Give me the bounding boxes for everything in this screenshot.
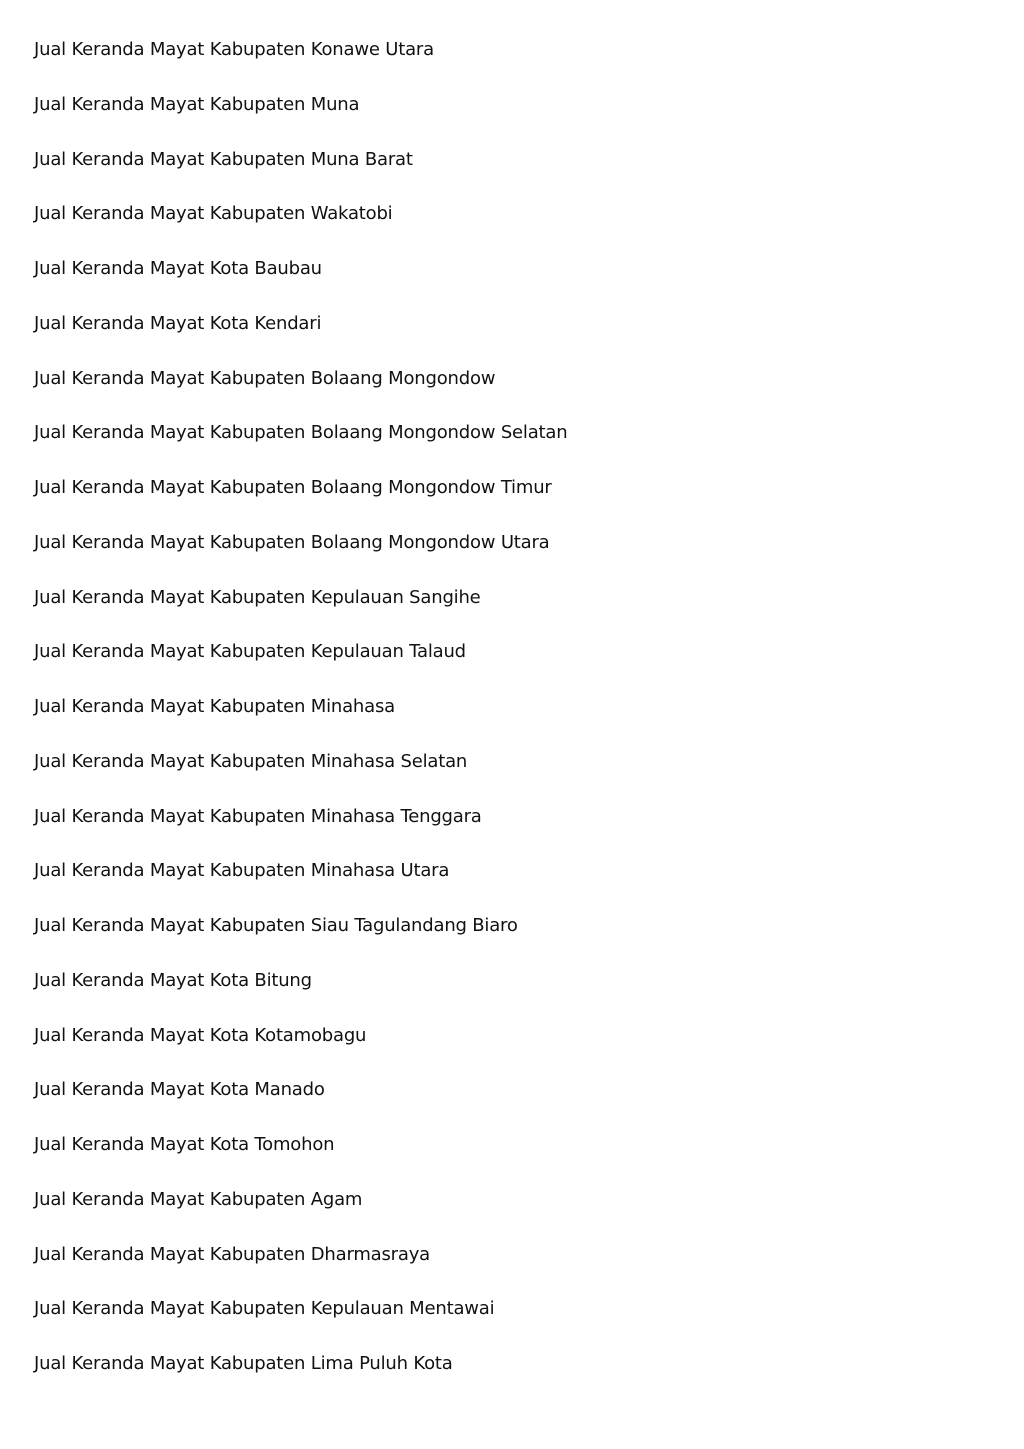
location-link[interactable]: Jual Keranda Mayat Kabupaten Minahasa Tenggara — [34, 805, 482, 827]
list-item — [34, 311, 567, 366]
location-link[interactable]: Jual Keranda Mayat Kabupaten Kepulauan Talaud — [34, 641, 466, 663]
location-link[interactable]: Jual Keranda Mayat Kabupaten Kepulauan Mentawai — [34, 1298, 495, 1320]
location-link[interactable]: Jual Keranda Mayat Kota Bitung — [34, 969, 312, 991]
location-link[interactable]: Jual Keranda Mayat Kabupaten Minahasa — [34, 696, 395, 717]
list-item — [34, 1187, 567, 1242]
list-item — [34, 858, 567, 913]
location-link[interactable]: Jual Keranda Mayat Kabupaten Konawe Utara — [34, 39, 434, 60]
list-item — [34, 256, 567, 311]
list-item — [34, 1351, 567, 1406]
list-item — [34, 201, 567, 256]
location-link[interactable]: Jual Keranda Mayat Kabupaten Muna — [34, 93, 360, 115]
location-link[interactable]: Jual Keranda Mayat Kota Manado — [34, 1079, 325, 1101]
list-item — [34, 366, 567, 421]
location-link[interactable]: Jual Keranda Mayat Kabupaten Muna Barat — [34, 148, 413, 170]
location-link[interactable]: Jual Keranda Mayat Kota Baubau — [34, 258, 322, 279]
list-item — [34, 147, 567, 202]
list-item — [34, 639, 567, 694]
list-item — [34, 968, 567, 1023]
list-item — [34, 1077, 567, 1132]
list-item — [34, 1296, 567, 1351]
list-item — [34, 913, 567, 968]
location-link[interactable]: Jual Keranda Mayat Kabupaten Dharmasraya — [34, 1243, 430, 1265]
location-link[interactable]: Jual Keranda Mayat Kabupaten Kepulauan Sangihe — [34, 586, 481, 608]
location-link[interactable]: Jual Keranda Mayat Kabupaten Siau Tagulandang Biaro — [34, 915, 518, 936]
list-item — [34, 475, 567, 530]
location-link[interactable]: Jual Keranda Mayat Kabupaten Agam — [34, 1188, 363, 1210]
list-item — [34, 1242, 567, 1297]
list-item — [34, 585, 567, 640]
link-list — [34, 37, 567, 1406]
list-item — [34, 1132, 567, 1187]
location-link[interactable]: Jual Keranda Mayat Kabupaten Bolaang Mongondow Selatan — [34, 422, 568, 444]
list-item — [34, 530, 567, 585]
location-link[interactable]: Jual Keranda Mayat Kabupaten Bolaang Mongondow Utara — [34, 531, 550, 553]
location-link[interactable]: Jual Keranda Mayat Kabupaten Minahasa Selatan — [34, 750, 468, 772]
location-link[interactable]: Jual Keranda Mayat Kabupaten Bolaang Mongondow — [34, 367, 496, 389]
list-item — [34, 749, 567, 804]
list-item — [34, 804, 567, 859]
location-link[interactable]: Jual Keranda Mayat Kota Kendari — [34, 312, 322, 334]
location-link[interactable]: Jual Keranda Mayat Kabupaten Minahasa Utara — [34, 860, 450, 882]
location-link[interactable]: Jual Keranda Mayat Kabupaten Bolaang Mongondow Timur — [34, 477, 552, 498]
list-item — [34, 420, 567, 475]
list-item — [34, 694, 567, 749]
location-link[interactable]: Jual Keranda Mayat Kota Tomohon — [34, 1134, 335, 1155]
location-link[interactable]: Jual Keranda Mayat Kabupaten Wakatobi — [34, 203, 393, 225]
list-item — [34, 37, 567, 92]
list-item — [34, 1023, 567, 1078]
list-item — [34, 92, 567, 147]
location-link[interactable]: Jual Keranda Mayat Kabupaten Lima Puluh Kota — [34, 1353, 453, 1374]
location-link[interactable]: Jual Keranda Mayat Kota Kotamobagu — [34, 1024, 367, 1046]
